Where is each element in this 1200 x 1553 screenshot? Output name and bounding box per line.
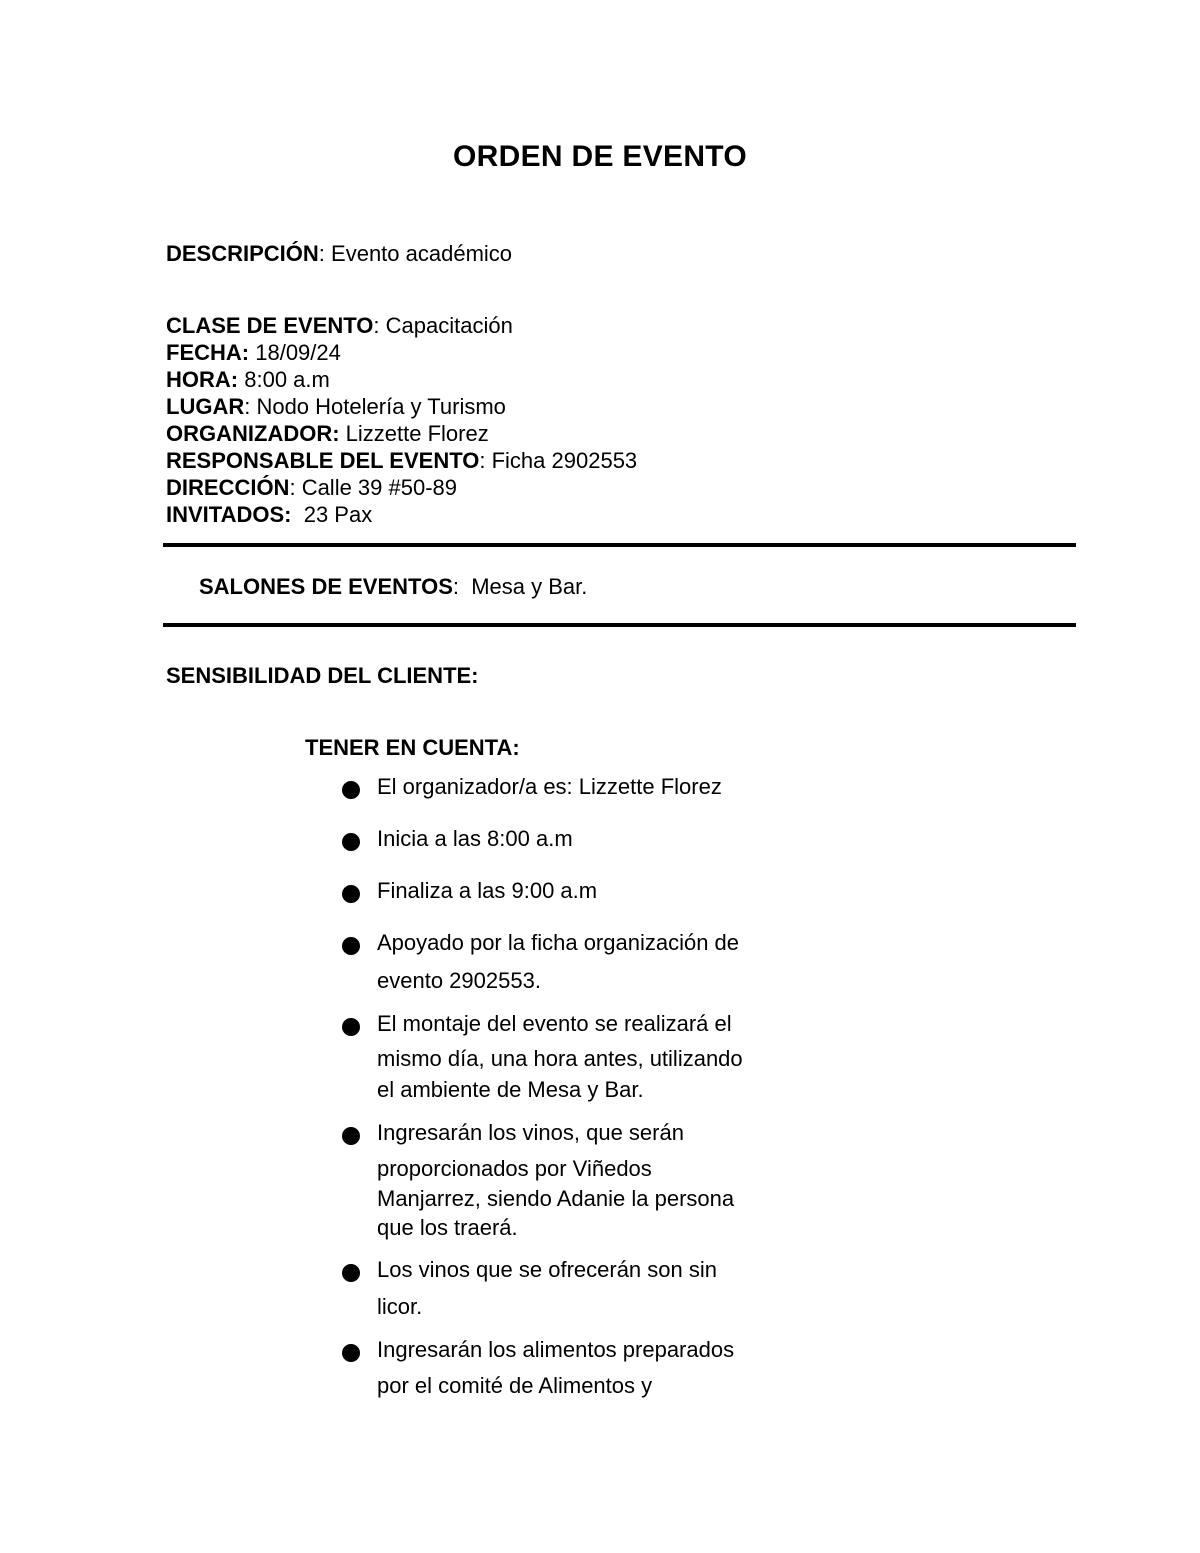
list-item-line: Apoyado por la ficha organización de (377, 930, 740, 955)
list-item-line: evento 2902553. (377, 968, 541, 993)
field-label: RESPONSABLE DEL EVENTO (166, 448, 480, 473)
field-separator: : (373, 313, 386, 338)
field-label: HORA: (166, 367, 239, 392)
field-separator: : (318, 241, 332, 266)
bullet-dot-icon (342, 833, 360, 851)
field-hora (166, 366, 330, 393)
field-value: Ficha 2902553 (491, 448, 638, 473)
list-item-line: el ambiente de Mesa y Bar. (377, 1077, 644, 1102)
list-item-text (377, 1011, 797, 1103)
salones-value: Mesa y Bar. (471, 574, 588, 599)
bullet-dot-icon (342, 937, 360, 955)
field-responsable (166, 447, 637, 474)
list-item-line: que los traerá. (377, 1215, 518, 1240)
document-title: ORDEN DE EVENTO (453, 140, 747, 173)
sensibilidad-heading: SENSIBILIDAD DEL CLIENTE: (166, 663, 479, 688)
list-item-text (377, 878, 797, 904)
divider-bottom (163, 623, 1076, 627)
bullet-dot-icon (342, 781, 360, 799)
field-descripcion (166, 240, 512, 267)
list-item-line: por el comité de Alimentos y (377, 1373, 653, 1398)
field-organizador (166, 420, 489, 447)
field-label: ORGANIZADOR: (166, 421, 340, 446)
list-item-text (377, 826, 797, 852)
field-fecha (166, 339, 341, 366)
field-value: Calle 39 #50-89 (301, 475, 458, 500)
field-value: 23 Pax (303, 502, 373, 527)
field-clase-de-evento (166, 312, 513, 339)
list-item-line: Finaliza a las 9:00 a.m (377, 878, 598, 903)
list-item-line: Los vinos que se ofrecerán son sin (377, 1257, 717, 1282)
field-separator: : (244, 394, 257, 419)
bullet-dot-icon (342, 885, 360, 903)
list-item-text (377, 774, 797, 800)
list-item-line: El organizador/a es: Lizzette Florez (377, 774, 722, 799)
list-item-text (377, 1257, 797, 1320)
field-invitados (166, 501, 372, 528)
field-direccion (166, 474, 457, 501)
field-separator (291, 502, 303, 527)
field-label: DESCRIPCIÓN (166, 241, 319, 266)
list-item-text (377, 1120, 797, 1241)
field-value: Nodo Hotelería y Turismo (256, 394, 506, 419)
list-item-line: mismo día, una hora antes, utilizando (377, 1046, 743, 1071)
field-label: DIRECCIÓN (166, 475, 290, 500)
list-item-text (377, 930, 797, 994)
list-item-line: licor. (377, 1294, 423, 1319)
list-item-line: Ingresarán los vinos, que serán (377, 1120, 684, 1145)
list-item-line: Manjarrez, siendo Adanie la persona (377, 1186, 735, 1211)
field-value: Capacitación (385, 313, 513, 338)
field-value: 18/09/24 (255, 340, 341, 365)
field-lugar (166, 393, 506, 420)
divider-top (163, 543, 1076, 547)
field-value: 8:00 a.m (244, 367, 330, 392)
salones-de-eventos (199, 573, 587, 600)
salones-label: SALONES DE EVENTOS (199, 574, 453, 599)
field-label: CLASE DE EVENTO (166, 313, 374, 338)
list-item-line: Inicia a las 8:00 a.m (377, 826, 573, 851)
bullet-dot-icon (342, 1344, 360, 1362)
bullet-dot-icon (342, 1127, 360, 1145)
field-label: FECHA: (166, 340, 250, 365)
list-item-text (377, 1337, 797, 1399)
list-item-line: Ingresarán los alimentos preparados (377, 1337, 735, 1362)
bullet-dot-icon (342, 1018, 360, 1036)
list-item-line: proporcionados por Viñedos (377, 1156, 652, 1181)
tener-en-cuenta-heading: TENER EN CUENTA: (305, 735, 520, 760)
bullet-dot-icon (342, 1264, 360, 1282)
field-label: INVITADOS: (166, 502, 292, 527)
salones-separator: : (452, 574, 472, 599)
field-label: LUGAR (166, 394, 245, 419)
field-separator: : (289, 475, 302, 500)
field-separator: : (479, 448, 492, 473)
list-item-line: El montaje del evento se realizará el (377, 1011, 732, 1036)
field-value: Evento académico (331, 241, 513, 266)
field-value: Lizzette Florez (345, 421, 489, 446)
